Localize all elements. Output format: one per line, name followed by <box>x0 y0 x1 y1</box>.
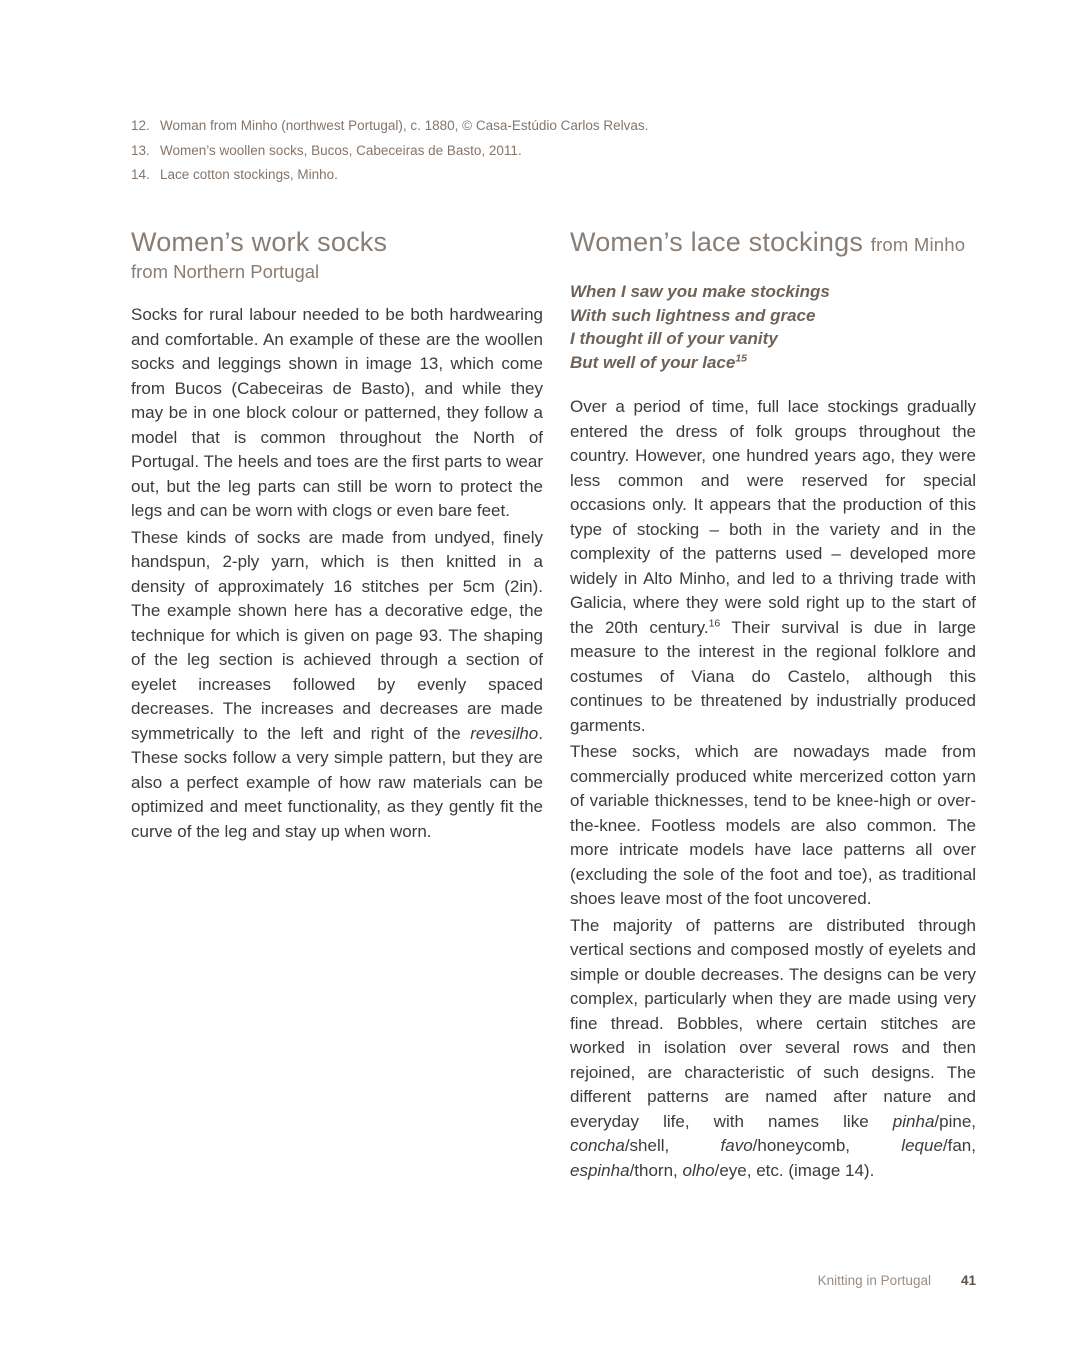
footer-book-title: Knitting in Portugal <box>817 1273 931 1288</box>
section-title-lace-stockings <box>570 226 976 261</box>
work-socks-body <box>131 303 543 844</box>
footer-page-number: 41 <box>960 1273 976 1288</box>
verse-line: But well of your lace$^{15}$ <box>570 351 747 372</box>
verse-line: With such lightness and grace <box>570 305 816 325</box>
caption-number: 13. <box>131 142 150 158</box>
caption-text: Women’s woollen socks, Bucos, Cabeceiras de Basto, 2011. <box>160 142 522 158</box>
paragraph: Over a period of time, full lace stockings gradually entered the dress of folk groups throughout the country. However, one hundred years ago, they were less common and were reserved for special occasions only. It appears that the production of this type of stocking – both in the variety and in the complexity of the patterns used – developed more widely in Alto Minho, and led to a thriving trade with Galicia, where they were sold right up to the start of the 20th century.$^{16}$ Their survival is due in large measure to the interest in the regional folklore and costumes of Viana do Castelo, although this continues to be threatened by industrially produced garments. <box>570 397 976 735</box>
folk-verse <box>570 280 976 374</box>
caption-number: 12. <box>131 118 150 133</box>
section-title-suffix <box>871 234 966 255</box>
lace-stockings-body <box>570 395 976 1183</box>
figure-caption <box>131 163 648 188</box>
left-column <box>131 226 543 846</box>
page-footer <box>818 1272 976 1290</box>
verse-line: I thought ill of your vanity <box>570 329 778 348</box>
caption-text: Woman from Minho (northwest Portugal), c. 1880, © Casa-Estúdio Carlos Relvas. <box>160 118 649 133</box>
figure-caption-list <box>131 114 648 188</box>
paragraph: These socks, which are nowadays made from commercially produced white mercerized cotton yarn of variable thicknesses, tend to be knee-high or over-the-knee. Footless models are also common. The more intricate models have lace patterns all over (excluding the sole of the foot and toe), as traditional shoes leave most of the foot uncovered. <box>570 742 976 908</box>
caption-number: 14. <box>131 167 150 182</box>
section-subtitle: from Northern Portugal <box>131 261 320 282</box>
paragraph: Socks for rural labour needed to be both hardwearing and comfortable. An example of these are the woollen socks and leggings shown in image 13, which come from Bucos (Cabeceiras de Basto), and while they may be in one block colour or patterned, they follow a model that is common throughout the North of Portugal. The heels and toes are the first parts to wear out, but the leg parts can still be worn to protect the legs and can be worn with clogs or even bare feet. <box>131 305 543 520</box>
section-title-text: Women’s work socks <box>131 227 388 257</box>
verse-line: When I saw you make stockings <box>570 282 830 301</box>
right-column <box>570 226 976 1185</box>
section-title-work-socks <box>131 226 543 258</box>
section-title-suffix-text: from Minho <box>870 234 966 255</box>
paragraph: These kinds of socks are made from undyed, finely handspun, 2-ply yarn, which is then knitted in a density of approximately 16 stitches per 5cm (2in). The example shown here has a decorative edge, the technique for which is given on page 93. The shaping of the leg section is achieved through a section of eyelet increases followed by evenly spaced decreases. The increases and decreases are made symmetrically to the left and right of the revesilho. These socks follow a very simple pattern, but they are also a perfect example of how raw materials can be optimized and meet functionality, as they gently fit the curve of the leg and stay up when worn. <box>131 527 543 841</box>
figure-caption <box>131 139 648 164</box>
section-title-text: Women’s lace stockings <box>570 227 864 257</box>
paragraph: The majority of patterns are distributed through vertical sections and composed mostly of eyelets and simple or double decreases. The designs can be very complex, particularly when they are made using very fine thread. Bobbles, where certain stitches are worked in isolation over several rows and then rejoined, are characteristic of such designs. The different patterns are named after nature and everyday life, with names like pinha/pine, concha/shell, favo/honeycomb, leque/fan, espinha/thorn, olho/eye, etc. (image 14). <box>570 915 976 1180</box>
caption-text: Lace cotton stockings, Minho. <box>160 167 338 182</box>
figure-caption <box>131 114 648 139</box>
